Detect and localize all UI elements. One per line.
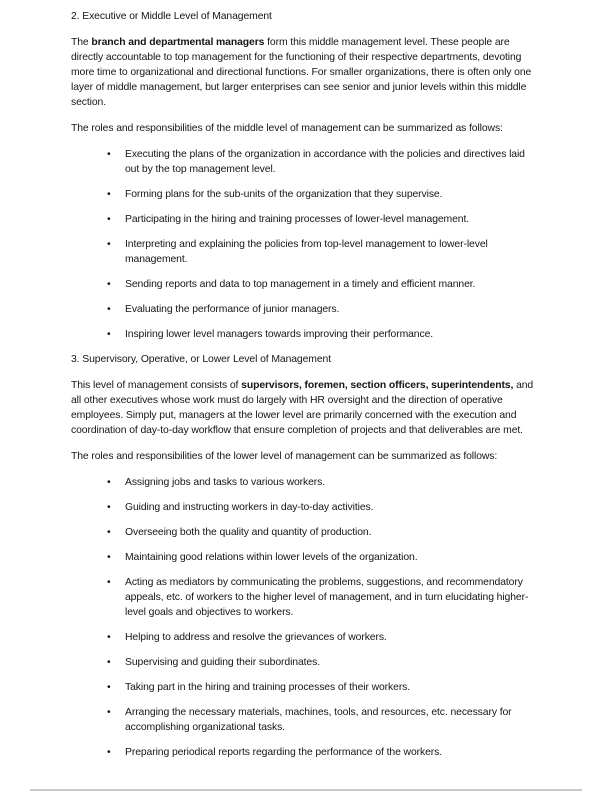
lower-intro-bold-term: supervisors, foremen, section officers, superintendents, [241,380,514,391]
list-item: • Supervising and guiding their subordinates. [125,655,541,670]
section-middle-management [71,9,541,342]
list-item: • Interpreting and explaining the policies from top-level management to lower-level management. [125,237,541,267]
list-item: • Helping to address and resolve the grievances of workers. [125,630,541,645]
list-item: • Preparing periodical reports regarding the performance of the workers. [125,745,541,760]
list-item: • Guiding and instructing workers in day-to-day activities. [125,500,541,515]
lower-intro-post: and all other executives whose work must do largely with HR oversight and the direction of operative employees. Simply put, managers at the lower level are primarily concerned with the execution and coordination of day-to-day workflow that ensure completion of projects and that deliverables are met. [71,380,534,436]
lower-list-intro: The roles and responsibilities of the lower level of management can be summarized as follows: [71,451,498,462]
list-item: • Participating in the hiring and training processes of lower-level management. [125,212,541,227]
section-lower-management [71,352,541,760]
list-item: • Maintaining good relations within lower levels of the organization. [125,550,541,565]
list-item: • Executing the plans of the organization in accordance with the policies and directives laid out by the top management level. [125,147,541,177]
middle-intro-pre: The [71,37,92,48]
middle-roles-list [71,147,541,342]
section-heading-middle: 2. Executive or Middle Level of Management [71,11,272,22]
list-item: • Sending reports and data to top management in a timely and efficient manner. [125,277,541,292]
list-item: • Taking part in the hiring and training processes of their workers. [125,680,541,695]
list-item: • Arranging the necessary materials, machines, tools, and resources, etc. necessary for accomplishing organizational tasks. [125,705,541,735]
middle-intro-paragraph [71,35,541,110]
lower-intro-pre: This level of management consists of [71,380,242,391]
section-heading-lower: 3. Supervisory, Operative, or Lower Level of Management [71,354,331,365]
middle-intro-bold-term: branch and departmental managers [91,37,265,48]
list-item: • Assigning jobs and tasks to various workers. [125,475,541,490]
middle-intro-post: form this middle management level. These people are directly accountable to top management for the functioning of their respective departments, devoting more time to organizational and directional functions. For smaller organizations, there is often only one layer of middle management, but larger enterprises can see senior and junior levels within this middle section. [71,37,532,108]
list-item: • Forming plans for the sub-units of the organization that they supervise. [125,187,541,202]
middle-list-intro: The roles and responsibilities of the middle level of management can be summarized as follows: [71,123,503,134]
list-item: • Evaluating the performance of junior managers. [125,302,541,317]
list-item: • Overseeing both the quality and quantity of production. [125,525,541,540]
list-item: • Acting as mediators by communicating the problems, suggestions, and recommendatory appeals, etc. of workers to the higher level of management, and in turn elucidating higher-level goals and objectives to workers. [125,575,541,620]
lower-roles-list [71,475,541,760]
page-bottom-edge [30,789,582,791]
lower-intro-paragraph [71,378,541,438]
list-item: • Inspiring lower level managers towards improving their performance. [125,327,541,342]
